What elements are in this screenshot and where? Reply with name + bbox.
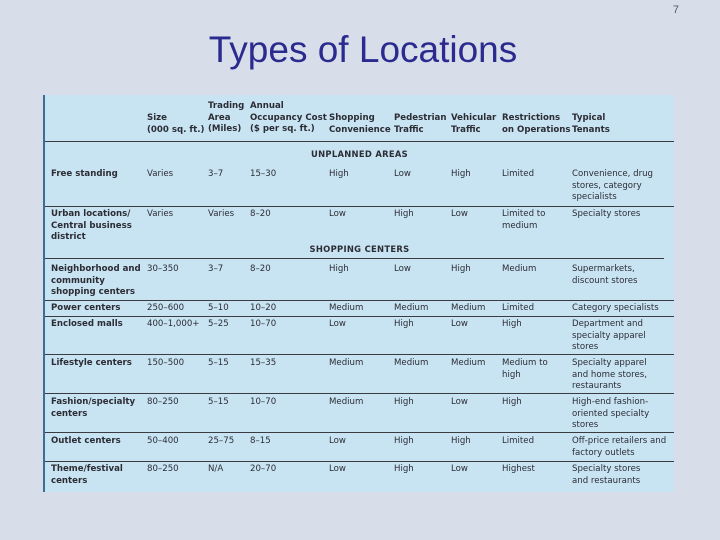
vehicular-cell: Low [451, 319, 468, 329]
row-rule [45, 393, 674, 394]
vehicular-cell: High [451, 264, 471, 274]
vehicular-cell: High [451, 169, 471, 179]
pedestrian-cell: Medium [394, 303, 429, 313]
location-name: Enclosed malls [51, 319, 123, 329]
tenants-cell: Specialty stores [572, 209, 641, 219]
occupancy-cost-cell: 20–70 [250, 464, 277, 474]
restrictions-cell: Limited [502, 303, 535, 313]
size-cell: 50–400 [147, 436, 179, 446]
header-cell-typical-tenants: Typical Tenants [572, 113, 610, 135]
convenience-cell: High [329, 169, 349, 179]
section-label-unplanned: UNPLANNED AREAS [310, 149, 409, 159]
row-rule [45, 316, 674, 317]
occupancy-cost-cell: 10–20 [250, 303, 277, 313]
size-cell: 400–1,000+ [147, 319, 200, 329]
row-rule [45, 206, 674, 207]
pedestrian-cell: High [394, 397, 414, 407]
restrictions-cell: Medium [502, 264, 537, 274]
size-cell: Varies [147, 209, 174, 219]
section-label-shopping-centers: SHOPPING CENTERS [309, 244, 410, 254]
convenience-cell: Low [329, 209, 346, 219]
restrictions-cell: Limited [502, 436, 535, 446]
location-name: Neighborhood and community shopping centers [51, 264, 141, 298]
convenience-cell: Medium [329, 303, 364, 313]
convenience-cell: Low [329, 436, 346, 446]
location-name: Fashion/specialty centers [51, 397, 136, 419]
trading-area-cell: 25–75 [208, 436, 235, 446]
restrictions-cell: High [502, 319, 522, 329]
convenience-cell: Low [329, 464, 346, 474]
tenants-cell: Off-price retailers and factory outlets [572, 436, 667, 458]
trading-area-cell: Varies [208, 209, 235, 219]
pedestrian-cell: High [394, 436, 414, 446]
size-cell: Varies [147, 169, 174, 179]
header-row [45, 95, 674, 141]
header-cell-restrictions: Restrictions on Operations [502, 113, 571, 135]
occupancy-cost-cell: 15–35 [250, 358, 277, 368]
pedestrian-cell: Medium [394, 358, 429, 368]
size-cell: 250–600 [147, 303, 185, 313]
tenants-cell: Convenience, drug stores, category specialists [572, 169, 654, 203]
occupancy-cost-cell: 15–30 [250, 169, 277, 179]
tenants-cell: Category specialists [572, 303, 659, 313]
restrictions-cell: High [502, 397, 522, 407]
restrictions-cell: Highest [502, 464, 535, 474]
pedestrian-cell: Low [394, 169, 411, 179]
location-name: Outlet centers [51, 436, 121, 446]
header-cell-size: Size (000 sq. ft.) [147, 113, 205, 135]
tenants-cell: Specialty apparel and home stores, restaurants [572, 358, 647, 392]
restrictions-cell: Medium to high [502, 358, 548, 380]
restrictions-cell: Limited to medium [502, 209, 546, 231]
header-cell-occupancy-cost: Annual Occupancy Cost ($ per sq. ft.) [250, 101, 327, 135]
occupancy-cost-cell: 8–15 [250, 436, 271, 446]
slide-title: Types of Locations [208, 29, 518, 70]
occupancy-cost-cell: 10–70 [250, 319, 277, 329]
vehicular-cell: Low [451, 209, 468, 219]
tenants-cell: Supermarkets, discount stores [572, 264, 638, 286]
pedestrian-cell: Low [394, 264, 411, 274]
convenience-cell: Low [329, 319, 346, 329]
location-name: Lifestyle centers [51, 358, 132, 368]
header-cell-vehicular-traffic: Vehicular Traffic [451, 113, 497, 135]
location-name: Theme/festival centers [51, 464, 123, 486]
tenants-cell: Specialty stores and restaurants [572, 464, 641, 486]
vehicular-cell: High [451, 436, 471, 446]
row-rule [45, 432, 674, 433]
trading-area-cell: 3–7 [208, 264, 224, 274]
trading-area-cell: 5–10 [208, 303, 229, 313]
size-cell: 80–250 [147, 397, 179, 407]
trading-area-cell: 5–15 [208, 358, 229, 368]
size-cell: 80–250 [147, 464, 179, 474]
occupancy-cost-cell: 10–70 [250, 397, 277, 407]
convenience-cell: Medium [329, 358, 364, 368]
location-name: Power centers [51, 303, 121, 313]
header-rule [45, 141, 674, 142]
vehicular-cell: Medium [451, 303, 486, 313]
trading-area-cell: 5–25 [208, 319, 229, 329]
restrictions-cell: Limited [502, 169, 535, 179]
header-cell-trading-area: Trading Area (Miles) [208, 101, 245, 135]
table-grid [45, 95, 674, 486]
row-rule [45, 300, 674, 301]
size-cell: 150–500 [147, 358, 185, 368]
trading-area-cell: 3–7 [208, 169, 224, 179]
location-name: Urban locations/ Central business district [51, 209, 132, 243]
trading-area-cell: N/A [208, 464, 224, 474]
tenants-cell: Department and specialty apparel stores [572, 319, 646, 353]
pedestrian-cell: High [394, 464, 414, 474]
row-rule [45, 461, 674, 462]
size-cell: 30–350 [147, 264, 179, 274]
pedestrian-cell: High [394, 209, 414, 219]
convenience-cell: Medium [329, 397, 364, 407]
pedestrian-cell: High [394, 319, 414, 329]
header-cell-shopping-convenience: Shopping Convenience [329, 113, 391, 135]
vehicular-cell: Low [451, 464, 468, 474]
section-rule [45, 258, 664, 259]
page-number: 7 [672, 4, 679, 16]
trading-area-cell: 5–15 [208, 397, 229, 407]
convenience-cell: High [329, 264, 349, 274]
vehicular-cell: Medium [451, 358, 486, 368]
row-rule [45, 354, 674, 355]
occupancy-cost-cell: 8–20 [250, 209, 271, 219]
location-name: Free standing [51, 169, 118, 179]
tenants-cell: High-end fashion- oriented specialty stores [572, 397, 650, 431]
vehicular-cell: Low [451, 397, 468, 407]
locations-table [43, 95, 674, 492]
occupancy-cost-cell: 8–20 [250, 264, 271, 274]
header-cell-pedestrian-traffic: Pedestrian Traffic [394, 113, 447, 135]
